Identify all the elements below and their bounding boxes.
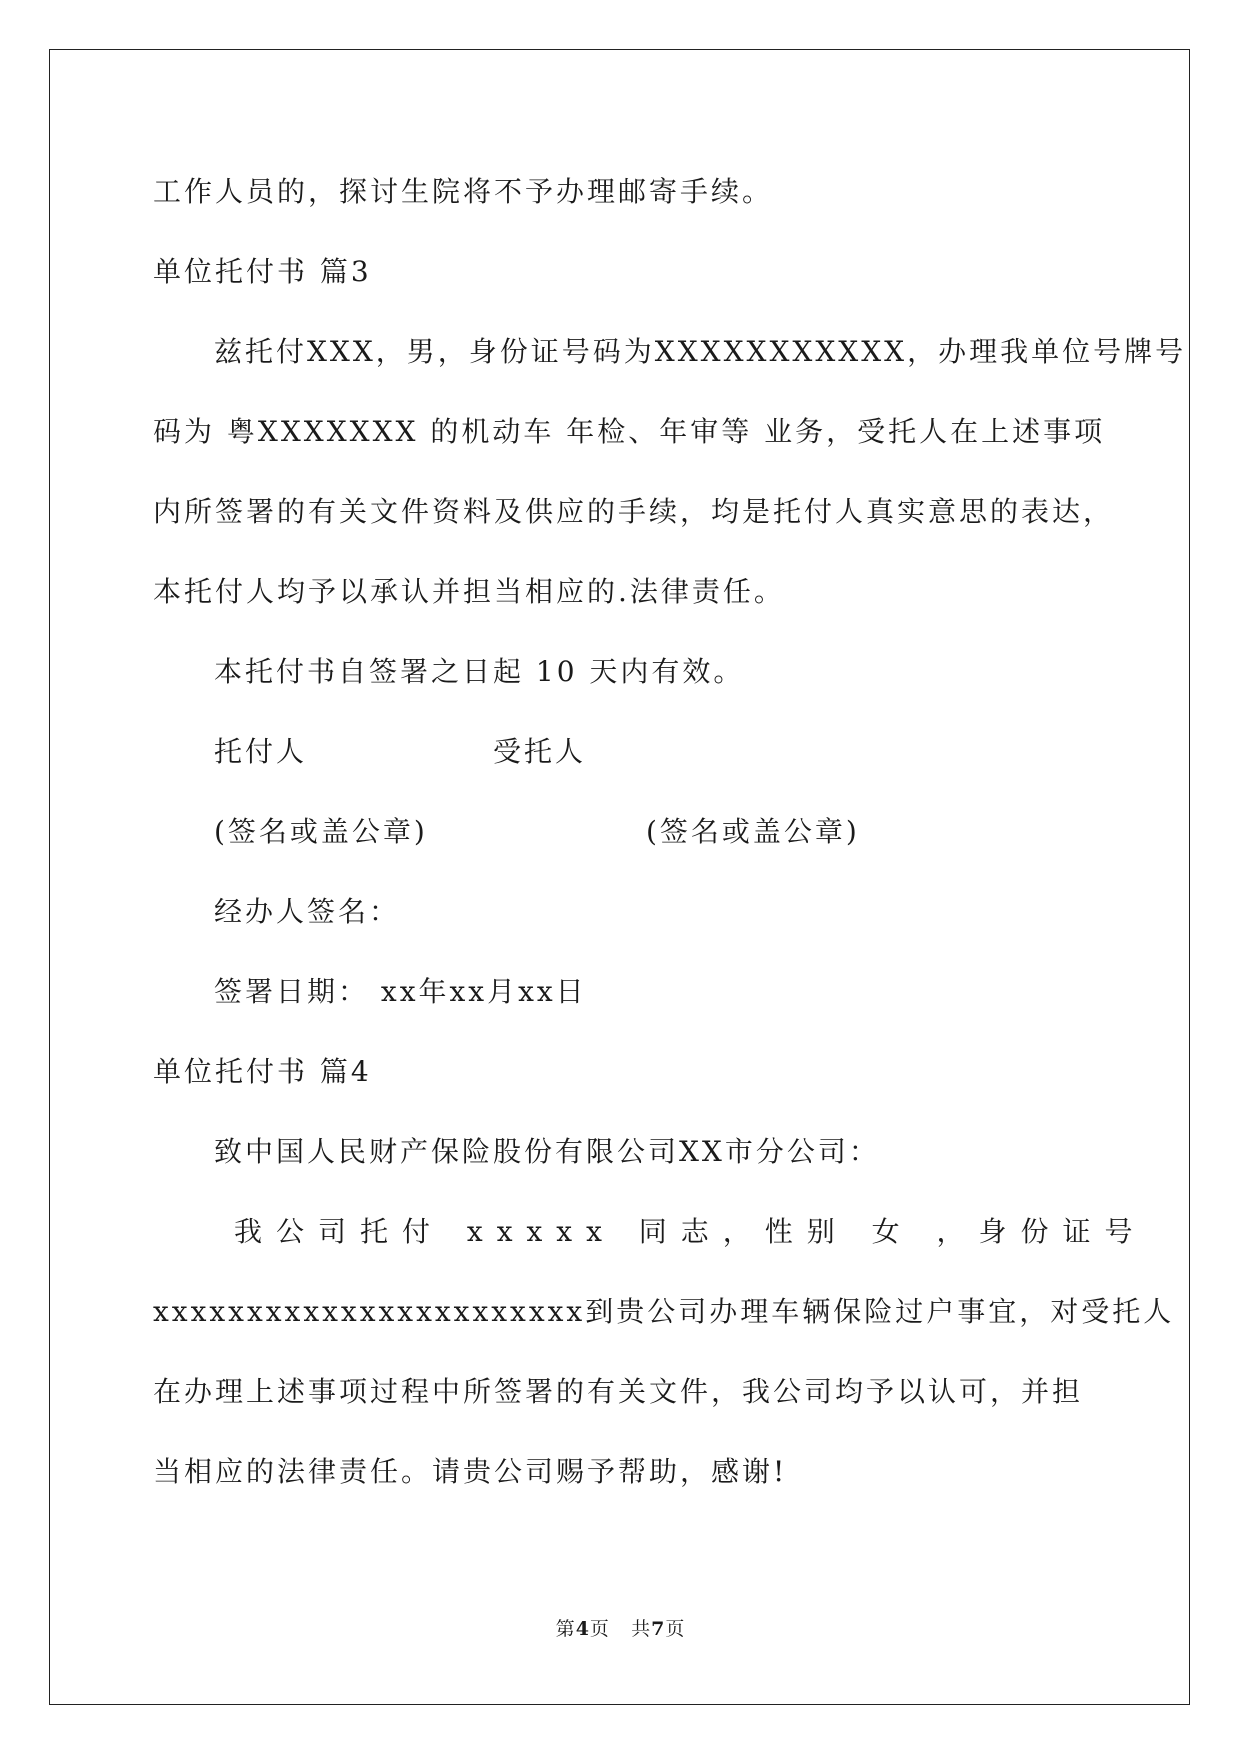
paragraph-line: 内所签署的有关文件资料及供应的手续，均是托付人真实意思的表达， [153,495,1115,528]
page-footer [0,1617,1241,1641]
trustee-label: 受托人 [493,735,587,768]
paragraph-line: 在办理上述事项过程中所签署的有关文件，我公司均予以认可，并担 [153,1375,1084,1408]
section-heading: 单位托付书 篇4 [153,1055,372,1088]
paragraph-line: 工作人员的，探讨生院将不予办理邮寄手续。 [153,175,774,208]
footer-page-suffix: 页 [589,1618,610,1640]
paragraph-line: 本托付人均予以承认并担当相应的.法律责任。 [153,575,785,608]
current-page-number: 4 [575,1618,590,1640]
paragraph-line: 本托付书自签署之日起 10 天内有效。 [214,655,745,688]
sign-date-line: 签署日期： xx年xx月xx日 [214,975,587,1008]
handler-signature-label: 经办人签名： [214,895,401,928]
signature-note-right: (签名或盖公章) [646,815,860,848]
entrusting-party-label: 托付人 [214,735,308,768]
paragraph-line: 致中国人民财产保险股份有限公司XX市分公司： [214,1135,880,1168]
paragraph-line: 我公司托付 xxxxx 同志，性别 女 ，身份证号 [234,1215,1147,1248]
paragraph-line: 兹托付XXX，男，身份证号码为XXXXXXXXXXX，办理我单位号牌号 [214,335,1187,368]
paragraph-line: 码为 粤XXXXXXX 的机动车 年检、年审等 业务，受托人在上述事项 [153,415,1106,448]
paragraph-line: 当相应的法律责任。请贵公司赐予帮助，感谢! [153,1455,788,1488]
footer-prefix: 第 [555,1618,576,1640]
signature-note-left: (签名或盖公章) [214,815,428,848]
section-heading: 单位托付书 篇3 [153,255,372,288]
total-page-number: 7 [651,1618,666,1640]
footer-total-prefix: 共 [631,1618,652,1640]
paragraph-line: xxxxxxxxxxxxxxxxxxxxxxx到贵公司办理车辆保险过户事宜，对受托人 [153,1295,1175,1328]
footer-total-suffix: 页 [665,1618,686,1640]
